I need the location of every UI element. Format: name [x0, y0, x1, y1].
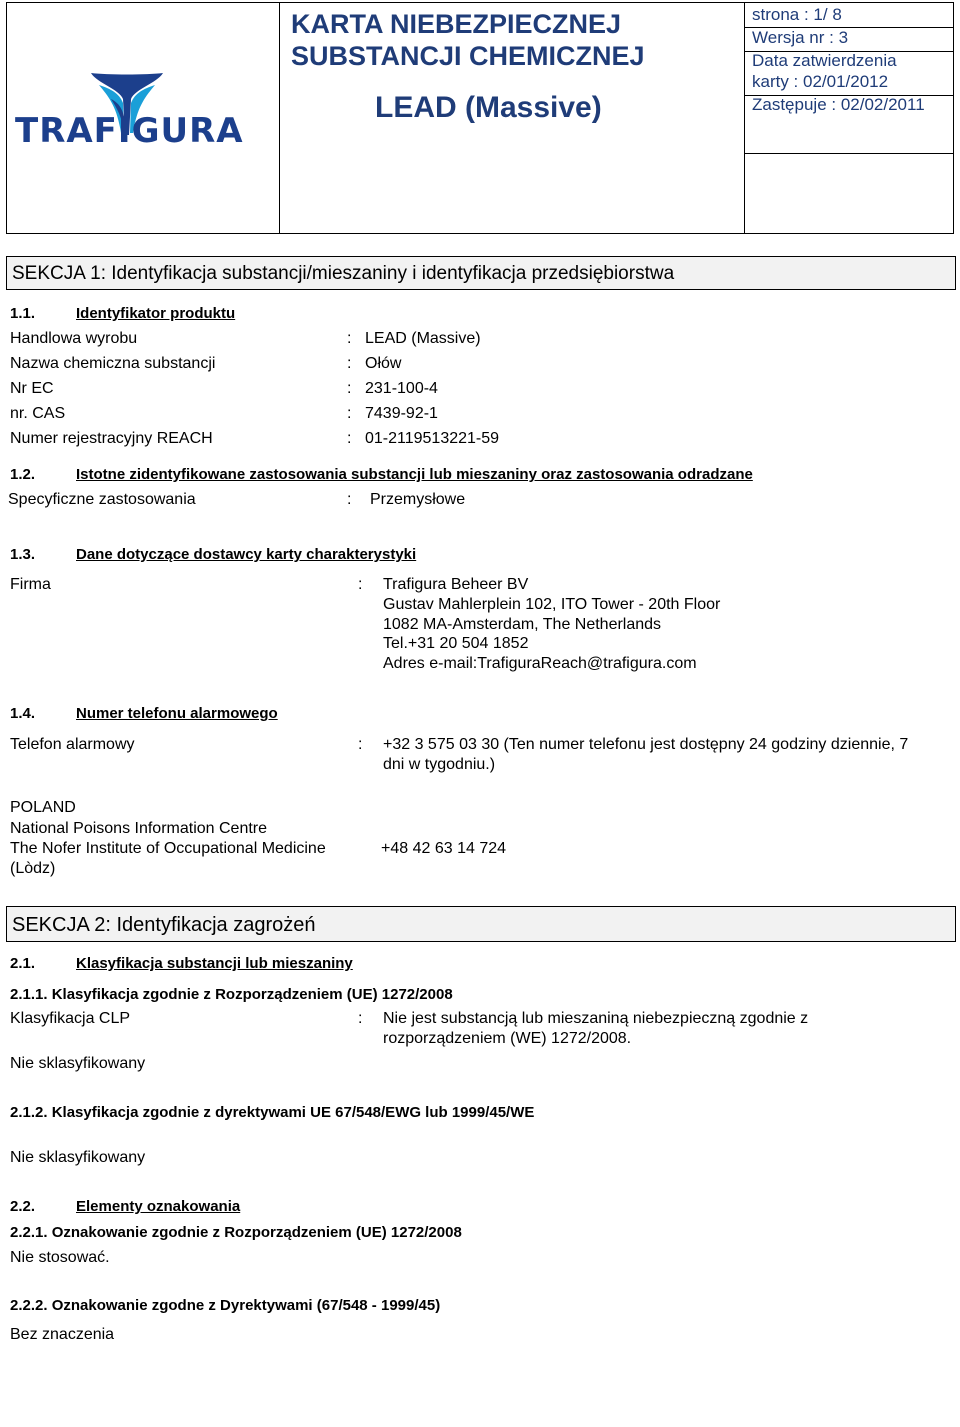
- clp-classification-value-line1: Nie jest substancją lub mieszaniną niebezpieczną zgodnie z: [383, 1010, 809, 1027]
- subsection-2-2-2: 2.2.2. Oznakowanie zgodne z Dyrektywami (67/548 - 1999/45): [10, 1297, 441, 1314]
- subsection-1-1-title: Identyfikator produktu: [76, 305, 236, 322]
- reach-number-label: Numer rejestracyjny REACH: [10, 430, 213, 447]
- page-number: strona : 1/ 8: [752, 5, 842, 24]
- supersedes-date: Zastępuje : 02/02/2011: [752, 95, 925, 114]
- subsection-1-1: 1.1. Identyfikator produktu: [10, 305, 236, 322]
- subsection-2-2: 2.2. Elementy oznakowania: [10, 1198, 241, 1215]
- firm-label: Firma: [10, 576, 51, 593]
- meta-cell: [744, 3, 953, 233]
- poland-city: (Lòdz): [10, 860, 56, 877]
- subsection-1-2-title: Istotne zidentyfikowane zastosowania substancji lub mieszaniny oraz zastosowania odradzane: [76, 466, 753, 483]
- emergency-phone-value-line2: dni w tygodniu.): [383, 756, 496, 773]
- approval-date-line2: karty : 02/01/2012: [752, 72, 889, 91]
- specific-uses-label: Specyficzne zastosowania: [8, 491, 196, 508]
- document-header: [6, 2, 954, 234]
- product-name: LEAD (Massive): [375, 91, 602, 124]
- poland-centre-name: National Poisons Information Centre: [10, 820, 268, 837]
- subsection-2-1-title: Klasyfikacja substancji lub mieszaniny: [76, 955, 353, 972]
- poland-country: POLAND: [10, 799, 76, 816]
- cas-number-label: nr. CAS: [10, 405, 66, 422]
- supplier-address: Gustav Mahlerplein 102, ITO Tower - 20th Floor: [383, 596, 721, 613]
- subsection-1-4: 1.4. Numer telefonu alarmowego: [10, 705, 278, 722]
- ec-number-value: 231-100-4: [365, 380, 438, 397]
- logo-wordmark: TRAFIGURA: [15, 111, 244, 151]
- logo-cell: [7, 3, 280, 233]
- not-applicable-text: Nie stosować.: [10, 1249, 110, 1266]
- section2-heading: [6, 906, 956, 942]
- section1-title: SEKCJA 1: Identyfikacja substancji/mieszaniny i identyfikacja przedsiębiorstwa: [12, 263, 675, 284]
- subsection-2-1-1: 2.1.1. Klasyfikacja zgodnie z Rozporządzeniem (UE) 1272/2008: [10, 986, 453, 1003]
- reach-number-value: 01-2119513221-59: [365, 430, 500, 447]
- title-cell: [279, 3, 745, 233]
- subsection-2-2-title: Elementy oznakowania: [76, 1198, 241, 1215]
- subsection-1-3-title: Dane dotyczące dostawcy karty charakterystyki: [76, 546, 417, 563]
- subsection-1-2: 1.2. Istotne zidentyfikowane zastosowania substancji lub mieszaniny oraz zastosowania odradzane: [10, 466, 753, 483]
- section2-title: SEKCJA 2: Identyfikacja zagrożeń: [12, 914, 316, 936]
- subsection-2-2-1: 2.2.1. Oznakowanie zgodnie z Rozporządzeniem (UE) 1272/2008: [10, 1224, 462, 1241]
- clp-classification-label: Klasyfikacja CLP: [10, 1010, 131, 1027]
- subsection-1-3: 1.3. Dane dotyczące dostawcy karty charakterystyki: [10, 546, 417, 563]
- supplier-name: Trafigura Beheer BV: [383, 576, 529, 593]
- clp-classification-value-line2: rozporządzeniem (WE) 1272/2008.: [383, 1030, 632, 1047]
- supplier-email: Adres e-mail:TrafiguraReach@trafigura.com: [383, 655, 697, 672]
- version-number: Wersja nr : 3: [752, 28, 849, 47]
- no-marking-text: Bez znaczenia: [10, 1326, 115, 1343]
- chemical-name-value: Ołów: [365, 355, 402, 372]
- subsection-2-1: 2.1. Klasyfikacja substancji lub mieszaniny: [10, 955, 353, 972]
- document-title-line1: KARTA NIEBEZPIECZNEJ: [291, 9, 622, 39]
- poland-phone: +48 42 63 14 724: [381, 840, 507, 857]
- subsection-1-4-title: Numer telefonu alarmowego: [76, 705, 278, 722]
- chemical-name-label: Nazwa chemiczna substancji: [10, 355, 216, 372]
- emergency-phone-value-line1: +32 3 575 03 30 (Ten numer telefonu jest dostępny 24 godziny dziennie, 7: [383, 736, 909, 753]
- poland-institute: The Nofer Institute of Occupational Medicine: [10, 840, 326, 857]
- trade-name-value: LEAD (Massive): [365, 330, 481, 347]
- not-classified-1: Nie sklasyfikowany: [10, 1055, 146, 1072]
- specific-uses-value: Przemysłowe: [370, 491, 466, 508]
- cas-number-value: 7439-92-1: [365, 405, 438, 422]
- section1-heading: [6, 256, 956, 290]
- emergency-phone-label: Telefon alarmowy: [10, 736, 135, 753]
- trade-name-label: Handlowa wyrobu: [10, 330, 138, 347]
- ec-number-label: Nr EC: [10, 380, 54, 397]
- approval-date-line1: Data zatwierdzenia: [752, 51, 897, 70]
- subsection-2-1-2: 2.1.2. Klasyfikacja zgodnie z dyrektywami UE 67/548/EWG lub 1999/45/WE: [10, 1104, 535, 1121]
- not-classified-2: Nie sklasyfikowany: [10, 1149, 146, 1166]
- document-title-line2: SUBSTANCJI CHEMICZNEJ: [291, 41, 645, 71]
- supplier-phone: Tel.+31 20 504 1852: [383, 635, 529, 652]
- supplier-city: 1082 MA-Amsterdam, The Netherlands: [383, 616, 662, 633]
